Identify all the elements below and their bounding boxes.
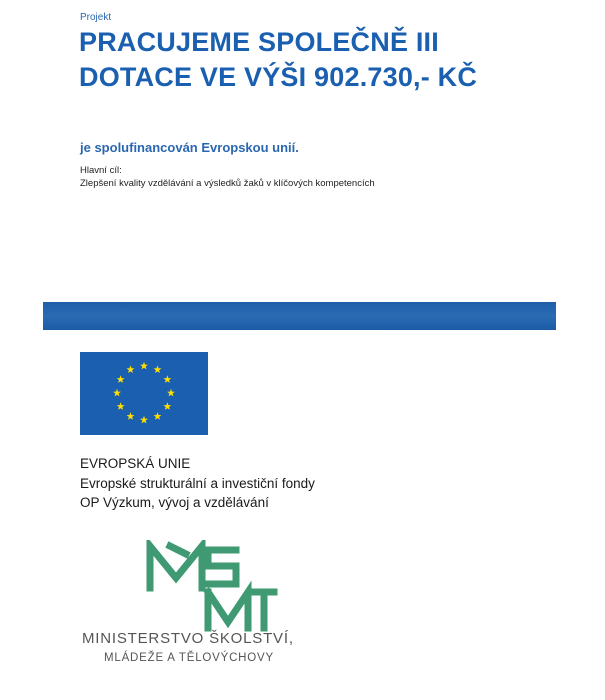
msmt-logo (140, 540, 280, 632)
eu-star-icon (113, 389, 121, 397)
eu-star-icon (127, 412, 135, 420)
eu-star-icon (127, 365, 135, 373)
eu-star-icon (163, 402, 171, 410)
eu-stars (80, 352, 208, 435)
blue-divider-bar (43, 302, 556, 330)
eu-line-2: Evropské strukturální a investiční fondy (80, 475, 315, 491)
eu-text-block (80, 454, 315, 513)
eu-line-3: OP Výzkum, vývoj a vzdělávání (80, 495, 269, 510)
ministry-name-line-2: MLÁDEŽE A TĚLOVÝCHOVY (104, 652, 274, 664)
eu-star-icon (154, 365, 162, 373)
subtitle: je spolufinancován Evropskou unií. (80, 140, 299, 155)
eu-star-icon (167, 389, 175, 397)
ministry-name-line-1: MINISTERSTVO ŠKOLSTVÍ, (82, 630, 294, 647)
eu-star-icon (140, 362, 148, 370)
eu-line-1: EVROPSKÁ UNIE (80, 456, 191, 471)
msmt-logo-icon (140, 540, 280, 632)
eu-star-icon (163, 375, 171, 383)
project-label: Projekt (80, 12, 112, 23)
eu-star-icon (117, 375, 125, 383)
goal-text: Zlepšení kvality vzdělávání a výsledků žaků v klíčových kompetencích (80, 178, 375, 189)
goal-label: Hlavní cíl: (80, 165, 122, 176)
eu-star-icon (117, 402, 125, 410)
eu-star-icon (154, 412, 162, 420)
page-title: PRACUJEME SPOLEČNĚ III DOTACE VE VÝŠI 902.730,- KČ (79, 27, 478, 92)
eu-star-icon (140, 416, 148, 424)
eu-flag-icon (80, 352, 208, 435)
